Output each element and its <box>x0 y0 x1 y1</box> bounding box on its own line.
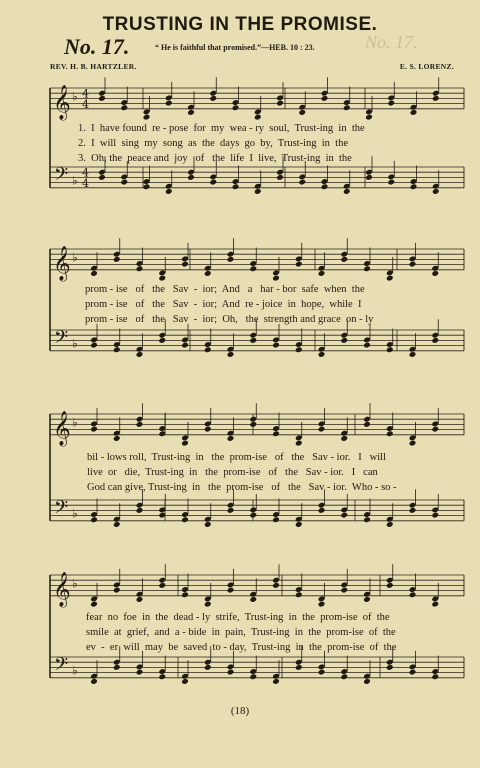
note-head <box>90 426 98 433</box>
note-head <box>249 421 257 428</box>
note-head <box>254 114 262 121</box>
key-flat: ♭ <box>72 506 78 521</box>
bleed-through-number: No. 17. <box>365 32 418 52</box>
note-head <box>98 95 106 102</box>
note-head <box>90 270 98 277</box>
note-head <box>204 426 212 433</box>
note-head <box>136 351 144 358</box>
note-head <box>431 337 439 344</box>
note-head <box>410 109 418 116</box>
note-head <box>113 346 121 353</box>
note-head <box>113 521 121 528</box>
note-head <box>209 95 217 102</box>
note-head <box>363 421 371 428</box>
note-head <box>272 582 280 589</box>
note-head <box>409 669 417 676</box>
note-head <box>181 516 189 523</box>
treble-clef: 𝄞 <box>53 410 71 446</box>
note-head <box>343 188 351 195</box>
bass-clef: 𝄢 <box>54 164 69 190</box>
note-head <box>181 678 189 685</box>
note-head <box>409 507 417 514</box>
note-head <box>431 673 439 680</box>
note-head <box>363 342 371 349</box>
note-head <box>295 261 303 268</box>
note-head <box>158 673 166 680</box>
note-head <box>298 109 306 116</box>
note-head <box>204 521 212 528</box>
note-head <box>321 95 329 102</box>
note-head <box>386 430 394 437</box>
note-head <box>386 275 394 282</box>
note-head <box>276 100 284 107</box>
page-number: (18) <box>230 705 250 717</box>
note-head <box>318 601 326 608</box>
lyric-line: fear no foe in the dead - ly strife, Trust-ing in the prom-ise of the <box>86 612 390 623</box>
note-head <box>227 256 235 263</box>
note-head <box>113 664 121 671</box>
lyric-line: God can give, Trust-ing in the prom-ise of the Sav - ior. Who - so - <box>87 482 397 493</box>
note-head <box>386 521 394 528</box>
key-flat: ♭ <box>72 173 78 188</box>
note-head <box>318 669 326 676</box>
hymn-number: No. 17. <box>64 34 130 59</box>
note-head <box>204 346 212 353</box>
note-head <box>340 673 348 680</box>
note-head <box>227 435 235 442</box>
treble-clef: 𝄞 <box>53 84 71 120</box>
note-head <box>158 275 166 282</box>
lyric-line: 3. Oh, the peace and joy of the life I live, Trust-ing in the <box>78 153 352 164</box>
note-head <box>318 507 326 514</box>
lyric-line: live or die, Trust-ing in the prom-ise of the Sav - ior. I can <box>87 467 378 478</box>
note-head <box>90 342 98 349</box>
note-head <box>386 582 394 589</box>
note-head <box>90 601 98 608</box>
note-head <box>432 95 440 102</box>
note-head <box>204 664 212 671</box>
lyric-line: prom - ise of the Sav - ior; And re - joice in hope, while I <box>85 299 362 310</box>
note-head <box>90 516 98 523</box>
hymn-title: TRUSTING IN THE PROMISE. <box>102 14 378 35</box>
note-head <box>387 100 395 107</box>
note-head <box>249 512 257 519</box>
bass-clef: 𝄢 <box>54 654 69 680</box>
note-head <box>276 174 284 181</box>
note-head <box>340 256 348 263</box>
note-head <box>409 440 417 447</box>
note-head <box>232 104 240 111</box>
note-head <box>181 342 189 349</box>
bass-clef: 𝄢 <box>54 327 69 353</box>
key-flat: ♭ <box>72 663 78 678</box>
note-head <box>363 265 371 272</box>
lyric-line: prom - ise of the Sav - ior; Oh, the strength and grace on - ly <box>85 314 374 325</box>
note-head <box>295 591 303 598</box>
lyric-line: smile at grief, and a - bide in pain, Trust-ing in the prom-ise of the <box>86 627 396 638</box>
note-head <box>165 100 173 107</box>
note-head <box>272 275 280 282</box>
note-head <box>143 183 151 190</box>
note-head <box>431 270 439 277</box>
note-head <box>227 507 235 514</box>
note-head <box>254 188 262 195</box>
treble-clef: 𝄞 <box>53 245 71 281</box>
time-signature: 4 <box>82 176 89 190</box>
treble-clef: 𝄞 <box>53 571 71 607</box>
note-head <box>363 516 371 523</box>
note-head <box>120 179 128 186</box>
note-head <box>295 521 303 528</box>
lyric-line: prom - ise of the Sav - ior; And a har - bor safe when the <box>85 284 365 295</box>
note-head <box>90 678 98 685</box>
note-head <box>204 601 212 608</box>
note-head <box>249 337 257 344</box>
note-head <box>181 440 189 447</box>
note-head <box>98 174 106 181</box>
note-head <box>113 587 121 594</box>
note-head <box>113 435 121 442</box>
note-head <box>227 351 235 358</box>
note-head <box>340 587 348 594</box>
note-head <box>318 351 326 358</box>
note-head <box>272 430 280 437</box>
note-head <box>410 183 418 190</box>
note-head <box>409 591 417 598</box>
note-head <box>298 179 306 186</box>
note-head <box>409 261 417 268</box>
lyric-line: 1. I have found re - pose for my wea - ry soul, Trust-ing in the <box>78 123 365 134</box>
note-head <box>187 109 195 116</box>
note-head <box>431 512 439 519</box>
note-head <box>363 678 371 685</box>
note-head <box>181 591 189 598</box>
lyric-line: ev - er will may be saved to - day, Trust-ing in the prom-ise of the <box>86 642 397 653</box>
note-head <box>272 516 280 523</box>
lyric-line: bil - lows roll, Trust-ing in the prom-ise of the Sav - ior. I will <box>87 452 386 463</box>
note-head <box>158 582 166 589</box>
key-flat: ♭ <box>72 415 78 430</box>
note-head <box>165 188 173 195</box>
note-head <box>387 179 395 186</box>
note-head <box>249 265 257 272</box>
bass-clef: 𝄢 <box>54 497 69 523</box>
note-head <box>209 179 217 186</box>
note-head <box>321 183 329 190</box>
key-flat: ♭ <box>72 250 78 265</box>
note-head <box>431 426 439 433</box>
note-head <box>432 188 440 195</box>
scripture-reference: “ He is faithful that promised.”—HEB. 10 : 23. <box>155 43 315 52</box>
lyric-line: 2. I will sing my song as the days go by, Trust-ing in the <box>78 138 348 149</box>
note-head <box>113 256 121 263</box>
composer: E. S. LORENZ. <box>399 62 454 71</box>
note-head <box>340 337 348 344</box>
key-flat: ♭ <box>72 336 78 351</box>
note-head <box>232 183 240 190</box>
note-head <box>295 346 303 353</box>
time-signature: 4 <box>82 97 89 111</box>
note-head <box>136 669 144 676</box>
note-head <box>318 270 326 277</box>
note-head <box>343 104 351 111</box>
note-head <box>272 342 280 349</box>
note-head <box>136 421 144 428</box>
note-head <box>318 426 326 433</box>
note-head <box>249 596 257 603</box>
note-head <box>187 174 195 181</box>
note-head <box>136 265 144 272</box>
note-head <box>295 440 303 447</box>
key-flat: ♭ <box>72 576 78 591</box>
note-head <box>120 104 128 111</box>
lyricist: REV. H. B. HARTZLER. <box>50 62 137 71</box>
note-head <box>136 596 144 603</box>
note-head <box>227 669 235 676</box>
note-head <box>143 114 151 121</box>
note-head <box>386 664 394 671</box>
note-head <box>386 346 394 353</box>
note-head <box>295 664 303 671</box>
note-head <box>204 270 212 277</box>
note-head <box>365 174 373 181</box>
time-signature: 4 <box>82 87 89 101</box>
note-head <box>409 351 417 358</box>
note-head <box>340 512 348 519</box>
note-head <box>340 435 348 442</box>
note-head <box>181 261 189 268</box>
note-head <box>158 337 166 344</box>
key-flat: ♭ <box>72 89 78 104</box>
note-head <box>227 587 235 594</box>
note-head <box>365 114 373 121</box>
note-head <box>272 678 280 685</box>
note-head <box>431 601 439 608</box>
time-signature: 4 <box>82 166 89 180</box>
note-head <box>136 507 144 514</box>
note-head <box>249 673 257 680</box>
note-head <box>363 596 371 603</box>
